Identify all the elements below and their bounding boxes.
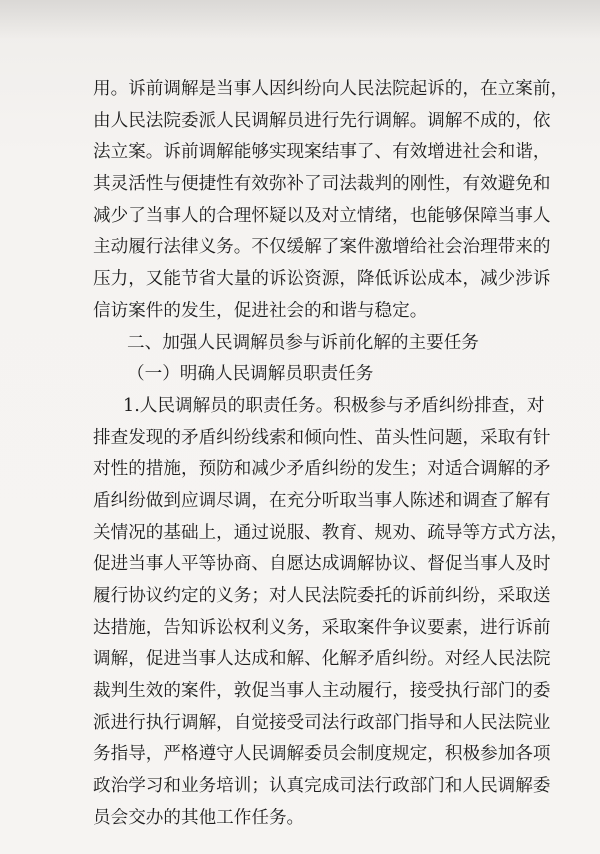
body-line: 主动履行法律义务。不仅缓解了案件激增给社会治理带来的 (93, 237, 551, 258)
body-line: 减少了当事人的合理怀疑以及对立情绪，也能够保障当事人 (93, 205, 551, 226)
body-line: 由人民法院委派人民调解员进行先行调解。调解不成的，依 (93, 110, 551, 131)
body-line: 达措施，告知诉讼权利义务，采取案件争议要素，进行诉前 (93, 617, 551, 638)
body-line: 其灵活性与便捷性有效弥补了司法裁判的刚性，有效避免和 (93, 174, 551, 195)
body-line: 调解，促进当事人达成和解、化解矛盾纠纷。对经人民法院 (93, 649, 551, 670)
body-line: 法立案。诉前调解能够实现案结事了、有效增进社会和谐， (93, 142, 551, 163)
body-line: 履行协议约定的义务；对人民法院委托的诉前纠纷，采取送 (93, 586, 551, 606)
body-line: 务指导，严格遵守人民调解委员会制度规定，积极参加各项 (93, 744, 551, 765)
body-line: 关情况的基础上，通过说服、教育、规劝、疏导等方式方法， (93, 522, 569, 543)
subsection-heading: （一）明确人民调解员职责任务 (127, 364, 374, 385)
document-body (93, 74, 569, 835)
body-line: 1.人民调解员的职责任务。积极参与矛盾纠纷排查，对 (123, 395, 545, 416)
body-line: 派进行执行调解，自觉接受司法行政部门指导和人民法院业 (93, 712, 551, 733)
body-line: 政治学习和业务培训；认真完成司法行政部门和人民调解委 (93, 776, 551, 797)
section-heading: 二、加强人民调解员参与诉前化解的主要任务 (127, 332, 479, 353)
body-line: 促进当事人平等协商、自愿达成调解协议、督促当事人及时 (93, 554, 551, 575)
body-line: 信访案件的发生，促进社会的和谐与稳定。 (93, 300, 428, 321)
body-line: 用。诉前调解是当事人因纠纷向人民法院起诉的，在立案前， (93, 79, 569, 99)
body-line: 对性的措施，预防和减少矛盾纠纷的发生；对适合调解的矛 (93, 459, 551, 480)
body-line: 盾纠纷做到应调尽调，在充分听取当事人陈述和调查了解有 (93, 490, 551, 511)
body-line: 压力，又能节省大量的诉讼资源，降低诉讼成本，减少涉诉 (93, 269, 551, 290)
body-line: 排查发现的矛盾纠纷线索和倾向性、苗头性问题，采取有针 (93, 427, 551, 448)
scan-shadow (0, 0, 600, 40)
body-line: 员会交办的其他工作任务。 (93, 807, 305, 828)
body-line: 裁判生效的案件，敦促当事人主动履行，接受执行部门的委 (93, 681, 551, 702)
